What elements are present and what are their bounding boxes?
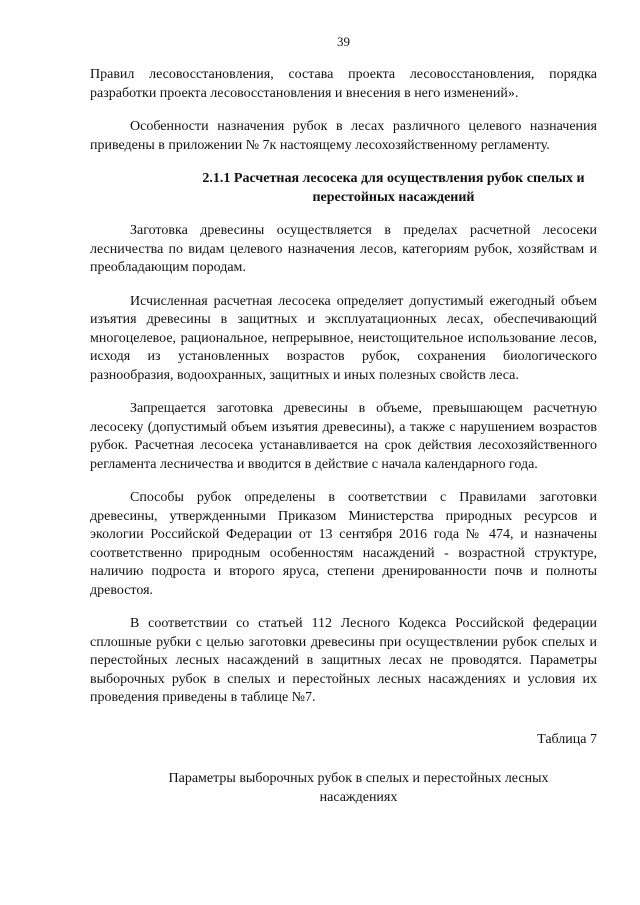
section-heading: 2.1.1 Расчетная лесосека для осуществления рубок спелых и перестойных насаждений [202, 171, 585, 205]
paragraph-harvesting: Заготовка древесины осуществляется в пределах расчетной лесосеки лесничества по видам целевого назначения лесов, категориям рубок, хозяйствам и преобладающим породам. [90, 223, 597, 275]
paragraph-felling-methods: Способы рубок определены в соответствии с Правилами заготовки древесины, утвержденными Приказом Министерства природных ресурсов и экологии Российской Федерации от 13 сентября 2016 года № 474, и назначены соответственно природным особенностям насаждений - возрастной структуре, наличию подроста и второго яруса, степени дренированности почв и полноты древостоя. [90, 490, 597, 598]
table-title: Параметры выборочных рубок в спелых и перестойных лесных насаждениях [168, 771, 549, 805]
table-label: Таблица 7 [537, 731, 597, 747]
document-body [90, 66, 597, 807]
document-page [90, 0, 597, 905]
page-number: 39 [337, 34, 350, 49]
paragraph-article-112: В соответствии со статьей 112 Лесного Кодекса Российской федерации сплошные рубки с целью заготовки древесины при осуществлении рубок спелых и перестойных лесных насаждений в защитных лесах не проводятся. Параметры выборочных рубок в спелых и перестойных лесных насаждениях и условия их проведения приведены в таблице №7. [90, 616, 597, 705]
paragraph-continuation: Правил лесовосстановления, состава проекта лесовосстановления, порядка разработки проекта лесовосстановления и внесения в него изменений». [90, 67, 597, 101]
paragraph-prohibition: Запрещается заготовка древесины в объеме, превышающем расчетную лесосеку (допустимый объем изъятия древесины), а также с нарушением возрастов рубок. Расчетная лесосека устанавливается на срок действия лесохозяйственного регламента лесничества и вводится в действие с начала календарного года. [90, 401, 597, 472]
paragraph-calculated-cut: Исчисленная расчетная лесосека определяет допустимый ежегодный объем изъятия древесины в защитных и эксплуатационных лесах, обеспечивающий многоцелевое, рациональное, непрерывное, неистощительное использование лесов, исходя из установленных возрастов рубок, сохранения биологического разнообразия, водоохранных, защитных и иных полезных свойств леса. [90, 293, 597, 383]
paragraph-felling-features: Особенности назначения рубок в лесах различного целевого назначения приведены в приложении № 7к настоящему лесохозяйственному регламенту. [90, 119, 597, 153]
